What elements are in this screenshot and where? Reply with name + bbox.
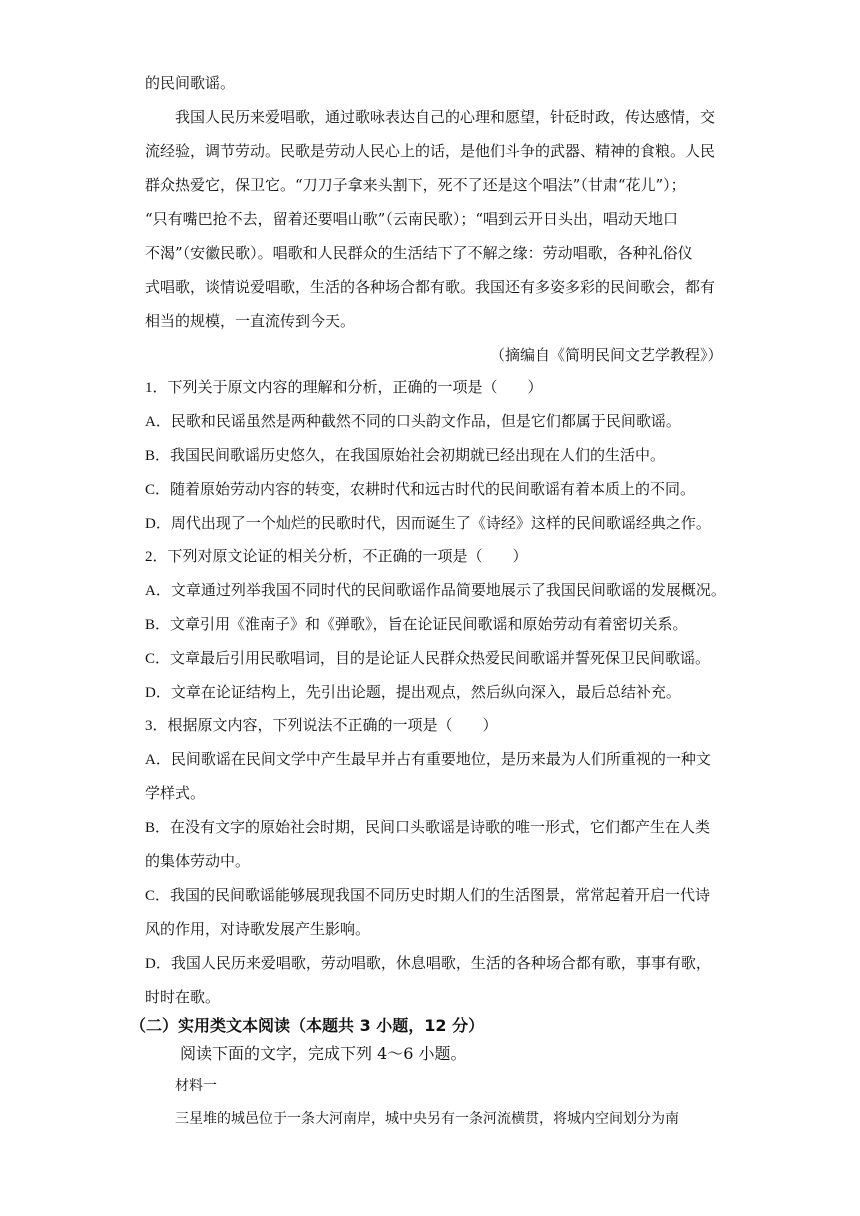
question-1-option-c: C．随着原始劳动内容的转变，农耕时代和远古时代的民间歌谣有着本质上的不同。 <box>145 482 696 498</box>
question-1-option-a: A．民歌和民谣虽然是两种截然不同的口头韵文作品，但是它们都属于民间歌谣。 <box>145 414 681 430</box>
question-2-option-d: D．文章在论证结构上，先引出论题，提出观点，然后纵向深入，最后总结补充。 <box>145 685 681 701</box>
passage-line: 相当的规模，一直流传到今天。 <box>145 312 356 330</box>
question-3-option-d-cont: 时时在歌。 <box>145 990 221 1006</box>
question-1-option-d: D．周代出现了一个灿烂的民歌时代，因而诞生了《诗经》这样的民间歌谣经典之作。 <box>145 516 711 532</box>
question-2-stem: 2．下列对原文论证的相关分析，不正确的一项是（ ） <box>145 549 528 565</box>
question-2-option-a: A．文章通过列举我国不同时代的民间歌谣作品简要地展示了我国民间歌谣的发展概况。 <box>145 583 726 599</box>
question-3-option-b: B．在没有文字的原始社会时期，民间口头歌谣是诗歌的唯一形式，它们都产生在人类 <box>145 820 711 836</box>
passage-line: 我国人民历来爱唱歌，通过歌咏表达自己的心理和愿望，针砭时政，传达感情，交 <box>175 108 716 126</box>
material-text-line: 三星堆的城邑位于一条大河南岸，城中央另有一条河流横贯，将城内空间划分为南 <box>175 1111 679 1127</box>
question-3-option-a-cont: 学样式。 <box>145 786 206 802</box>
passage-line: 的民间歌谣。 <box>145 74 236 92</box>
passage-line: 式唱歌，谈情说爱唱歌，生活的各种场合都有歌。我国还有多姿多彩的民间歌会，都有 <box>145 278 716 296</box>
question-3-stem: 3．根据原文内容，下列说法不正确的一项是（ ） <box>145 718 498 734</box>
question-2-option-c: C．文章最后引用民歌唱词，目的是论证人民群众热爱民间歌谣并誓死保卫民间歌谣。 <box>145 651 711 667</box>
question-1-option-b: B．我国民间歌谣历史悠久，在我国原始社会初期就已经出现在人们的生活中。 <box>145 448 666 464</box>
question-3-option-b-cont: 的集体劳动中。 <box>145 854 251 870</box>
question-2-option-b: B．文章引用《淮南子》和《弹歌》，旨在论证民间歌谣和原始劳动有着密切关系。 <box>145 617 688 633</box>
question-1-stem: 1．下列关于原文内容的理解和分析，正确的一项是（ ） <box>145 380 543 396</box>
passage-source: （摘编自《简明民间文艺学教程》） <box>490 346 723 364</box>
question-3-option-c: C．我国的民间歌谣能够展现我国不同历史时期人们的生活图景，常常起着开启一代诗 <box>145 888 711 904</box>
passage-line: 不渴”（安徽民歌）。唱歌和人民群众的生活结下了不解之缘：劳动唱歌，各种礼俗仪 <box>145 244 693 262</box>
passage-line: 流经验，调节劳动。民歌是劳动人民心上的话，是他们斗争的武器、精神的食粮。人民 <box>145 142 716 160</box>
question-3-option-d: D．我国人民历来爱唱歌，劳动唱歌，休息唱歌，生活的各种场合都有歌，事事有歌， <box>145 956 711 972</box>
question-3-option-c-cont: 风的作用，对诗歌发展产生影响。 <box>145 922 371 938</box>
question-3-option-a: A．民间歌谣在民间文学中产生最早并占有重要地位，是历来最为人们所重视的一种文 <box>145 752 711 768</box>
passage-line: “只有嘴巴抢不去，留着还要唱山歌”（云南民歌）；“唱到云开日头出，唱动天地口 <box>145 210 679 228</box>
material-label: 材料一 <box>175 1078 217 1094</box>
section-heading: （二）实用类文本阅读（本题共 3 小题，12 分） <box>130 1016 485 1035</box>
section-instruction: 阅读下面的文字，完成下列 4～6 小题。 <box>180 1044 467 1063</box>
passage-line: 群众热爱它，保卫它。“刀刀子拿来头割下，死不了还是这个唱法”（甘肃“花儿”）； <box>145 176 686 194</box>
